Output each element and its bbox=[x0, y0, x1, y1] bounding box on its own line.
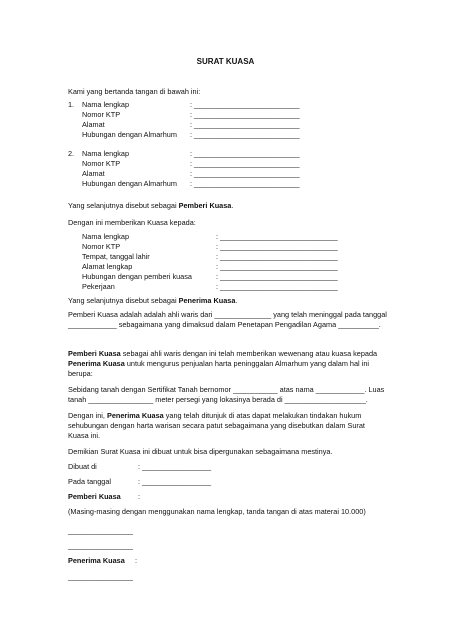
grantor-2-number: 2. bbox=[68, 149, 75, 158]
grantor-2-ktp-blank[interactable]: : __________________________ bbox=[190, 159, 300, 168]
grantor-2-label-address: Alamat bbox=[82, 169, 105, 178]
grantor-1-relation-blank[interactable]: : __________________________ bbox=[190, 130, 300, 139]
grantor-1-name-blank[interactable]: : __________________________ bbox=[190, 100, 300, 109]
made-in-label: Dibuat di bbox=[68, 462, 97, 471]
signature-note: (Masing-masing dengan menggunakan nama lengkap, tanda tangan di atas materai 10.000) bbox=[68, 507, 366, 516]
date-blank[interactable]: : _________________ bbox=[138, 477, 212, 486]
grantee-label-ktp: Nomor KTP bbox=[82, 242, 121, 251]
legal-action-line-2: sehubungan dengan harta warisan secara patut sebagaimana yang disebutkan dalam Surat bbox=[68, 421, 365, 430]
signature-grantor-colon: : bbox=[138, 492, 141, 501]
grantor-reference-dot: . bbox=[231, 201, 234, 210]
grantee-label-name: Nama lengkap bbox=[82, 232, 130, 241]
grantee-signature-line[interactable]: ________________ bbox=[68, 572, 133, 581]
legal-action-text-c: yang telah ditunjuk di atas dapat melakukan tindakan hukum bbox=[163, 411, 362, 420]
grantor-reference bbox=[68, 201, 233, 210]
authority-text-2: untuk mengurus penjualan harta peninggalan Almarhum yang dalam hal ini bbox=[124, 359, 369, 368]
authority-text-1: sebagai ahli waris dengan ini telah memberikan wewenang atau kuasa kepada bbox=[120, 349, 378, 358]
heir-statement-line-1: Pemberi Kuasa adalah adalah ahli waris dari ______________ yang telah meninggal pada tanggal bbox=[68, 310, 387, 319]
grantee-reference-dot: . bbox=[235, 296, 238, 305]
grantor-signature-line-1[interactable]: ________________ bbox=[68, 526, 133, 535]
grantor-1-label-name: Nama lengkap bbox=[82, 100, 130, 109]
intro-text: Kami yang bertanda tangan di bawah ini: bbox=[68, 87, 201, 96]
grantee-name-blank[interactable]: : _____________________________ bbox=[216, 232, 338, 241]
grantor-1-label-address: Alamat bbox=[82, 120, 105, 129]
authority-paragraph-line-2 bbox=[68, 359, 369, 368]
grantor-1-label-relation: Hubungan dengan Almarhum bbox=[82, 130, 177, 139]
authority-grantor-label: Pemberi Kuasa bbox=[68, 349, 121, 358]
grantor-2-address-blank[interactable]: : __________________________ bbox=[190, 169, 300, 178]
grantee-reference bbox=[68, 296, 237, 305]
signature-grantee-heading bbox=[68, 556, 125, 565]
land-description-line-2: tanah ________________ meter persegi yang lokasinya berada di ____________________. bbox=[68, 395, 368, 404]
grantor-signature-line-2[interactable]: ________________ bbox=[68, 541, 133, 550]
grantee-label-address: Alamat lengkap bbox=[82, 262, 133, 271]
grantor-reference-text: Yang selanjutnya disebut sebagai bbox=[68, 201, 179, 210]
grantor-1-number: 1. bbox=[68, 100, 75, 109]
authority-paragraph-line-1 bbox=[68, 349, 377, 358]
grantor-1-address-blank[interactable]: : __________________________ bbox=[190, 120, 300, 129]
signature-grantor-label: Pemberi Kuasa bbox=[68, 492, 121, 501]
grantee-ktp-blank[interactable]: : _____________________________ bbox=[216, 242, 338, 251]
authority-grantee-label: Penerima Kuasa bbox=[68, 359, 125, 368]
grantor-2-label-ktp: Nomor KTP bbox=[82, 159, 121, 168]
grantee-relation-blank[interactable]: : _____________________________ bbox=[216, 272, 338, 281]
grantor-2-relation-blank[interactable]: : __________________________ bbox=[190, 179, 300, 188]
grantor-role-label: Pemberi Kuasa bbox=[178, 201, 232, 210]
legal-action-line-3: Kuasa ini. bbox=[68, 431, 101, 440]
grant-intro: Dengan ini memberikan Kuasa kepada: bbox=[68, 218, 196, 227]
signature-grantee-colon: : bbox=[135, 556, 138, 565]
signature-grantee-label: Penerima Kuasa bbox=[68, 556, 125, 565]
grantor-1-label-ktp: Nomor KTP bbox=[82, 110, 121, 119]
grantor-2-label-name: Nama lengkap bbox=[82, 149, 130, 158]
grantee-birth-blank[interactable]: : _____________________________ bbox=[216, 252, 338, 261]
grantee-label-relation: Hubungan dengan pemberi kuasa bbox=[82, 272, 192, 281]
grantee-occupation-blank[interactable]: : _____________________________ bbox=[216, 282, 338, 291]
grantee-label-birth: Tempat, tanggal lahir bbox=[82, 252, 150, 261]
grantor-1-ktp-blank[interactable]: : __________________________ bbox=[190, 110, 300, 119]
signature-grantor-heading bbox=[68, 492, 121, 501]
grantee-role-label: Penerima Kuasa bbox=[178, 296, 236, 305]
legal-action-line-1 bbox=[68, 411, 361, 420]
legal-action-grantee-label: Penerima Kuasa bbox=[106, 411, 164, 420]
document-title: SURAT KUASA bbox=[196, 57, 255, 66]
closing-statement: Demikian Surat Kuasa ini dibuat untuk bisa dipergunakan sebagaimana mestinya. bbox=[68, 447, 333, 456]
grantee-address-blank[interactable]: : _____________________________ bbox=[216, 262, 338, 271]
authority-paragraph-line-3: berupa: bbox=[68, 369, 93, 378]
land-description-line-1: Sebidang tanah dengan Sertifikat Tanah bernomor ___________ atas nama ____________. Luas bbox=[68, 385, 385, 394]
grantor-2-label-relation: Hubungan dengan Almarhum bbox=[82, 179, 177, 188]
grantee-label-occupation: Pekerjaan bbox=[82, 282, 115, 291]
heir-statement-line-2: ____________ sebagaimana yang dimaksud dalam Penetapan Pengadilan Agama __________. bbox=[68, 320, 381, 329]
date-label: Pada tanggal bbox=[68, 477, 112, 486]
legal-action-text-a: Dengan ini, bbox=[68, 411, 107, 420]
grantor-2-name-blank[interactable]: : __________________________ bbox=[190, 149, 300, 158]
grantee-reference-text: Yang selanjutnya disebut sebagai bbox=[68, 296, 179, 305]
made-in-blank[interactable]: : _________________ bbox=[138, 462, 212, 471]
